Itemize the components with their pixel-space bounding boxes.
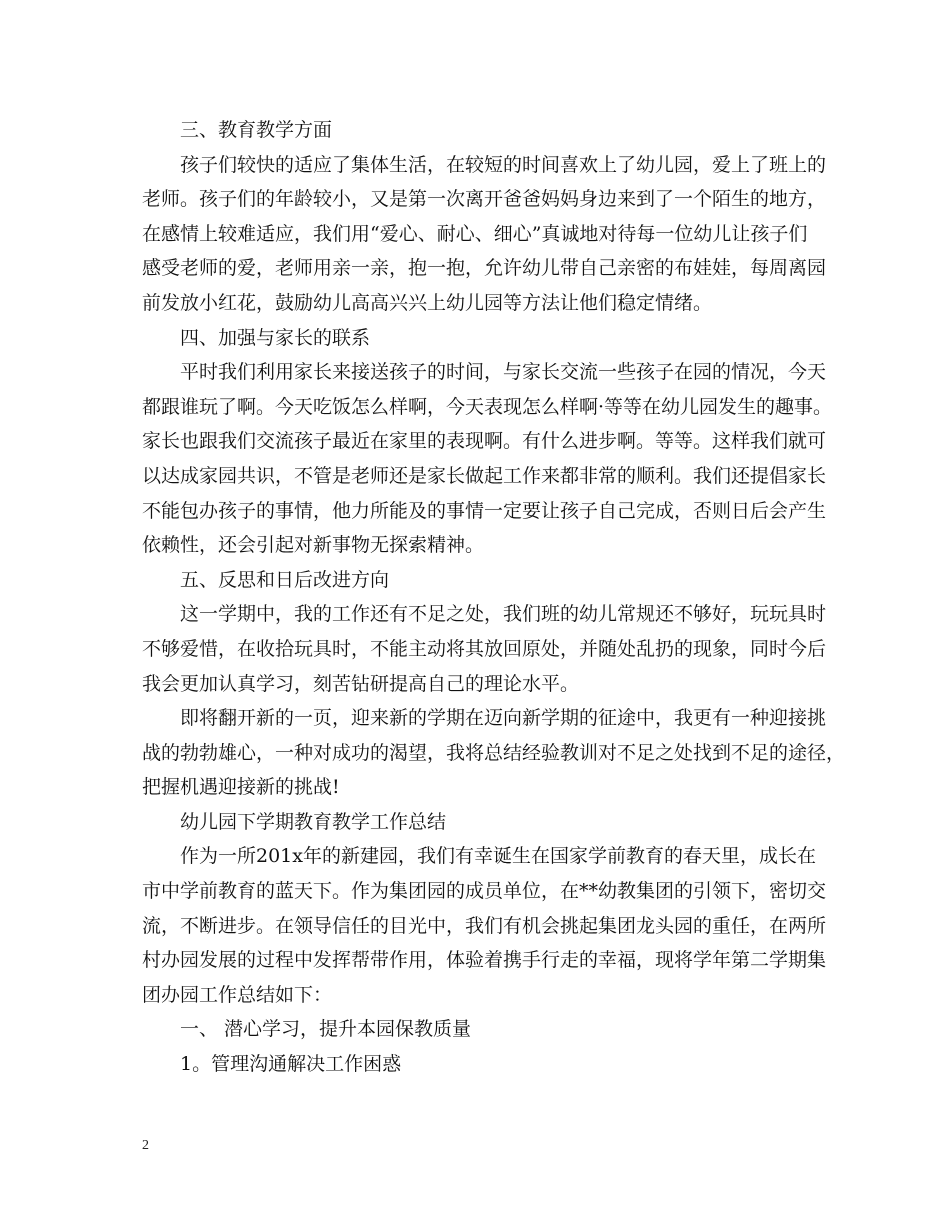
text-line: 村办园发展的过程中发挥帮带作用，体验着携手行走的幸福，现将学年第二学期集: [142, 949, 827, 972]
text-line: 前发放小红花，鼓励幼儿高高兴兴上幼儿园等方法让他们稳定情绪。: [142, 291, 713, 314]
paragraph-reflection: [142, 597, 827, 701]
text-line: 流，不断进步。在领导信任的目光中，我们有机会挑起集团龙头园的重任，在两所: [142, 914, 827, 937]
text-line: 不能包办孩子的事情，他力所能及的事情一定要让孩子自己完成，否则日后会产生: [142, 499, 827, 522]
paragraph-intro: [142, 839, 827, 1012]
heading-summary-title: [142, 805, 812, 840]
text-line: 老师。孩子们的年龄较小，又是第一次离开爸爸妈妈身边来到了一个陌生的地方，: [142, 188, 827, 211]
text-line: 以达成家园共识，不管是老师还是家长做起工作来都非常的顺利。我们还提倡家长: [142, 464, 827, 487]
text-line: 作为一所201x年的新建园，我们有幸诞生在国家学前教育的春天里，成长在: [180, 845, 816, 868]
heading-section-4: [142, 321, 812, 356]
text-line: 这一学期中，我的工作还有不足之处，我们班的幼儿常规还不够好，玩玩具时: [180, 603, 827, 626]
paragraph-parents: [142, 355, 833, 563]
text-line: 不够爱惜，在收拾玩具时，不能主动将其放回原处，并随处乱扔的现象，同时今后: [142, 637, 827, 660]
heading-section-5: [142, 563, 812, 598]
heading-section-3: [142, 113, 812, 148]
text-line: 一、 潜心学习，提升本园保教质量: [180, 1018, 472, 1041]
text-line: 依赖性，还会引起对新事物无探索精神。: [142, 534, 485, 557]
text-line: 战的勃勃雄心，一种对成功的渴望，我将总结经验教训对不足之处找到不足的途径，: [142, 741, 846, 764]
text-line: 三、教育教学方面: [180, 119, 333, 141]
text-line: 把握机遇迎接新的挑战!: [142, 776, 340, 799]
heading-part-1: [142, 1012, 812, 1047]
text-line: 市中学前教育的蓝天下。作为集团园的成员单位，在**幼教集团的引领下，密切交: [142, 880, 827, 903]
document-body: [142, 113, 846, 1082]
text-line: 即将翻开新的一页，迎来新的学期在迈向新学期的征途中，我更有一种迎接挑: [180, 707, 827, 730]
text-line: 孩子们较快的适应了集体生活，在较短的时间喜欢上了幼儿园，爱上了班上的: [180, 153, 827, 176]
page-number: 2: [142, 1138, 149, 1153]
heading-item-1: [142, 1047, 812, 1082]
text-line: 都跟谁玩了啊。今天吃饭怎么样啊，今天表现怎么样啊·等等在幼儿园发生的趣事。: [142, 395, 833, 418]
paragraph-adaptation: [142, 148, 827, 321]
text-line: 四、加强与家长的联系: [180, 326, 371, 349]
text-line: 五、反思和日后改进方向: [180, 568, 390, 591]
text-line: 1。管理沟通解决工作困惑: [180, 1053, 402, 1076]
text-line: 平时我们利用家长来接送孩子的时间，与家长交流一些孩子在园的情况，今天: [180, 361, 827, 384]
text-line: 在感情上较难适应，我们用“爱心、耐心、细心”真诚地对待每一位幼儿让孩子们: [142, 222, 808, 245]
paragraph-outlook: [142, 701, 846, 805]
text-line: 团办园工作总结如下：: [142, 983, 333, 1006]
text-line: 我会更加认真学习，刻苦钻研提高自己的理论水平。: [142, 672, 580, 695]
text-line: 感受老师的爱，老师用亲一亲，抱一抱，允许幼儿带自己亲密的布娃娃，每周离园: [142, 257, 827, 280]
text-line: 家长也跟我们交流孩子最近在家里的表现啊。有什么进步啊。等等。这样我们就可: [142, 430, 827, 453]
text-line: 幼儿园下学期教育教学工作总结: [180, 810, 447, 833]
